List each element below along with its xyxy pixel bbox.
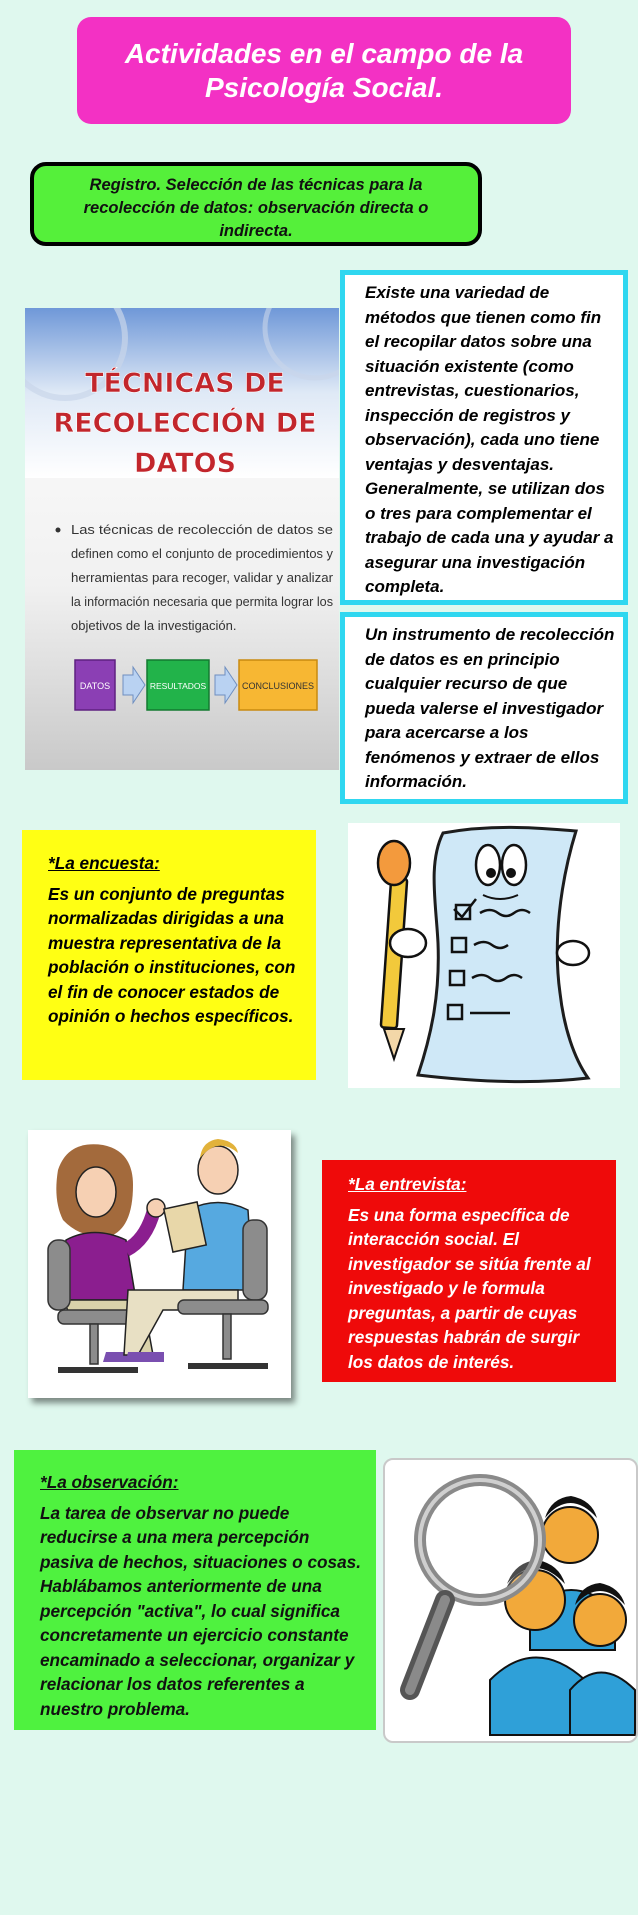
slide-bullet-line-1: Las técnicas de recolección de datos se [71,522,333,537]
flow-label-conclusiones: CONCLUSIONES [241,681,315,691]
magnifier-icon [410,1480,540,1690]
entrevista-heading: *La entrevista: [348,1174,467,1194]
observacion-body: La tarea de observar no puede reducirse a una mera percepción pasiva de hechos, situaciones o cosas. Hablábamos anteriormente de una percepción "activa", lo cual significa concretamente un ejercicio constante encaminado a seleccionar, organizar y relacionar los datos referentes a nuestro problema. [40,1502,361,1719]
observacion-card [14,1450,376,1730]
interview-image [28,1130,291,1398]
slide-heading-line-2: RECOLECCIÓN DE [53,408,317,439]
slide-bullet-line-3: herramientas para recoger, validar y analizar [71,570,334,585]
page-title: Actividades en el campo de la Psicología Social. [77,17,571,124]
slide-bullet-line-2: definen como el conjunto de procedimientos y [71,546,334,561]
encuesta-card [22,830,316,1080]
methods-info-box: Existe una variedad de métodos que tienen como fin el recopilar datos sobre una situación existente (como entrevistas, cuestionarios, inspección de registros y observación), cada uno tiene ventajas y desventajas. Generalmente, se utilizan dos o tres para complementar el trabajo de cada una y ayudar a asegurar una investigación completa. [340,270,628,605]
techniques-slide-image [25,308,339,770]
flow-label-resultados: RESULTADOS [149,681,207,691]
entrevista-card [322,1160,616,1382]
slide-heading-line-1: TÉCNICAS DE [85,368,285,399]
instrument-info-box: Un instrumento de recolección de datos es en principio cualquier recurso de que pueda valerse el investigador para acercarse a los fenómenos y extraer de ellos información. [340,612,628,804]
man-figure [124,1139,253,1362]
subtitle-box: Registro. Selección de las técnicas para la recolección de datos: observación directa o indirecta. [30,162,482,246]
questionnaire-character-image [348,823,620,1088]
entrevista-body: Es una forma específica de interacción social. El investigador se sitúa frente al investigado y le formula preguntas, a partir de cuyas respuestas habrán de surgir los datos de interés. [348,1204,591,1372]
encuesta-heading: *La encuesta: [48,853,160,873]
slide-bullet-line-5: objetivos de la investigación. [71,618,237,633]
flow-label-datos: DATOS [79,681,111,691]
slide-heading-line-3: DATOS [133,448,237,479]
observacion-heading: *La observación: [40,1472,179,1492]
magnifier-people-image [383,1458,638,1743]
slide-bullet-line-4: la información necesaria que permita lograr los [71,594,334,609]
encuesta-body: Es un conjunto de preguntas normalizadas dirigidas a una muestra representativa de la población o instituciones, con el fin de conocer estados de opinión o hechos específicos. [48,883,296,1026]
